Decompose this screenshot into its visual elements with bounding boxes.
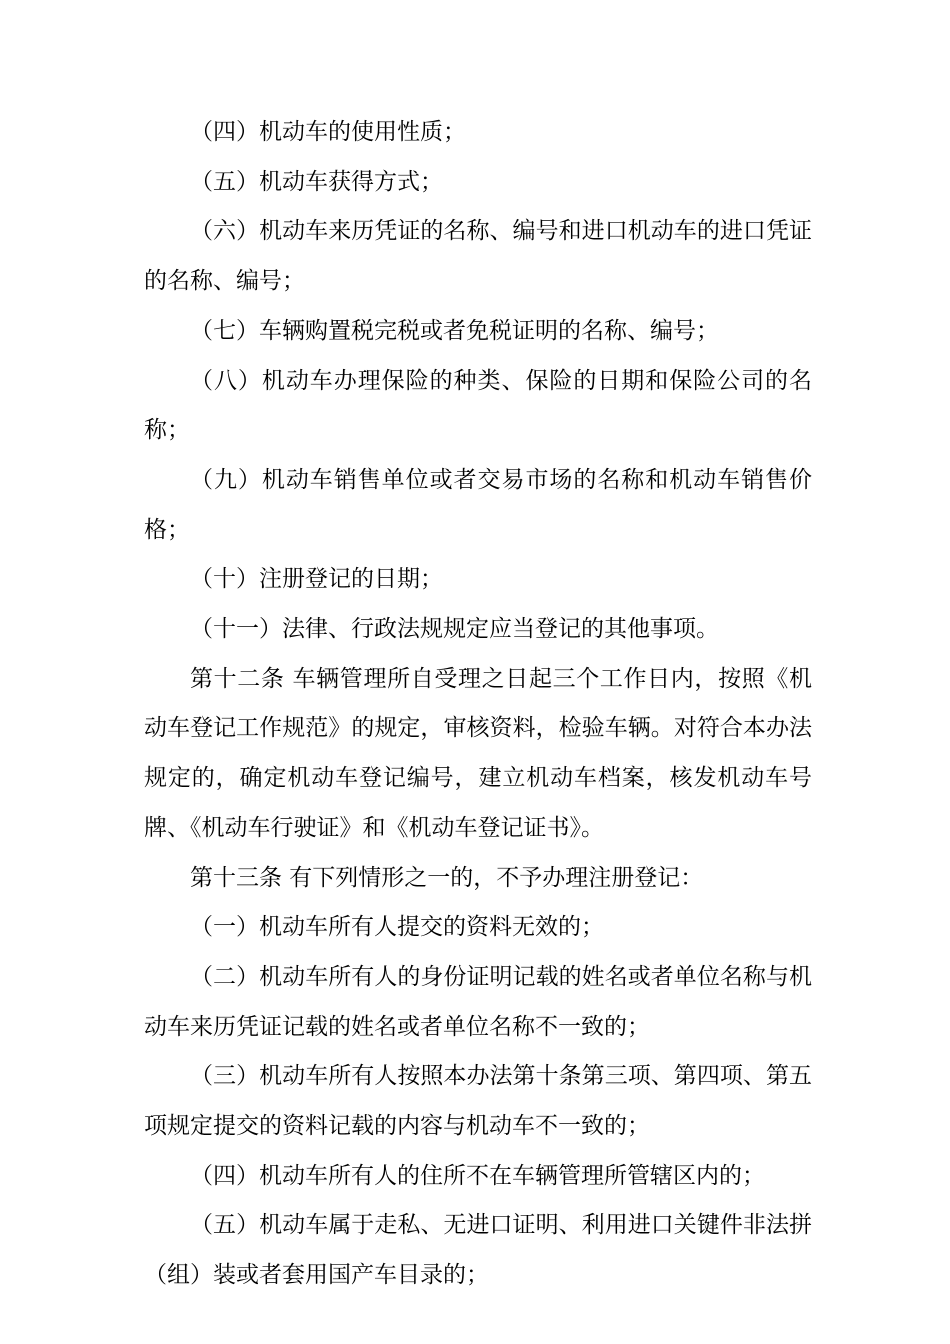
article-13-item-3: （三）机动车所有人按照本办法第十条第三项、第四项、第五项规定提交的资料记载的内容与机动车不一致的； (144, 1063, 812, 1140)
paragraph-item-7: （七）车辆购置税完税或者免税证明的名称、编号； (190, 317, 719, 344)
paragraph-item-9: （九）机动车销售单位或者交易市场的名称和机动车销售价格； (144, 466, 812, 543)
paragraph-item-6: （六）机动车来历凭证的名称、编号和进口机动车的进口凭证的名称、编号； (144, 218, 812, 295)
article-13-item-5: （五）机动车属于走私、无进口证明、利用进口关键件非法拼（组）装或者套用国产车目录的； (144, 1212, 812, 1289)
article-13: 第十三条 有下列情形之一的，不予办理注册登记： (190, 864, 704, 891)
paragraph-item-10: （十）注册登记的日期； (190, 566, 443, 593)
article-12: 第十二条 车辆管理所自受理之日起三个工作日内，按照《机动车登记工作规范》的规定，审核资料，检验车辆。对符合本办法规定的，确定机动车登记编号，建立机动车档案，核发机动车号牌、《机动车行驶证》和《机动车登记证书》。 (144, 665, 812, 841)
article-13-item-2: （二）机动车所有人的身份证明记载的姓名或者单位名称与机动车来历凭证记载的姓名或者单位名称不一致的； (144, 963, 812, 1040)
paragraph-item-4: （四）机动车的使用性质； (190, 119, 466, 145)
document-body (144, 108, 812, 1301)
paragraph-item-8: （八）机动车办理保险的种类、保险的日期和保险公司的名称； (144, 367, 812, 444)
article-13-item-4: （四）机动车所有人的住所不在车辆管理所管辖区内的； (190, 1162, 765, 1189)
paragraph-item-5: （五）机动车获得方式； (190, 168, 443, 195)
paragraph-item-11: （十一）法律、行政法规规定应当登记的其他事项。 (190, 616, 719, 643)
article-13-item-1: （一）机动车所有人提交的资料无效的； (190, 914, 604, 941)
